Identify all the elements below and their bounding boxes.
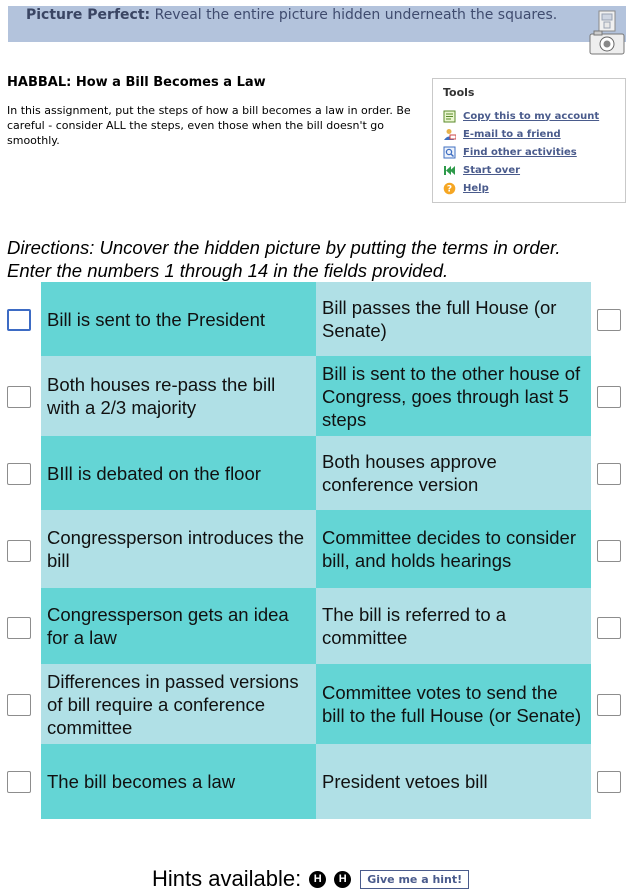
order-input-left-7[interactable] [7, 771, 31, 793]
order-input-right-7[interactable] [597, 771, 621, 793]
term-text: Bill is sent to the other house of Congress, goes through last 5 steps [322, 362, 581, 430]
tools-panel [432, 78, 626, 203]
hint-token-icon: H [309, 871, 326, 888]
rewind-icon [443, 164, 456, 177]
term-cell-right-6 [316, 664, 591, 744]
term-text: Both houses re-pass the bill with a 2/3 majority [47, 374, 276, 418]
directions-line-1: Directions: Uncover the hidden picture by putting the terms in order. [7, 237, 561, 258]
term-text: Committee decides to consider bill, and holds hearings [322, 527, 576, 571]
activity-intro: In this assignment, put the steps of how a bill becomes a law in order. Be careful - consider ALL the steps, even those when the bill doesn't go smoothly. [7, 104, 411, 147]
term-cell-right-5 [316, 588, 591, 664]
term-cell-left-4 [41, 510, 316, 588]
tool-start-over[interactable] [443, 161, 615, 179]
term-text: Bill passes the full House (or Senate) [322, 297, 557, 341]
order-input-right-6[interactable] [597, 694, 621, 716]
find-link[interactable]: Find other activities [463, 146, 577, 158]
activity-title: HABBAL: How a Bill Becomes a Law [7, 75, 266, 90]
tool-find[interactable] [443, 143, 615, 161]
tools-title: Tools [443, 86, 475, 99]
order-input-right-5[interactable] [597, 617, 621, 639]
term-cell-left-6 [41, 664, 316, 744]
find-icon [443, 146, 456, 159]
tool-copy[interactable] [443, 107, 615, 125]
term-text: Differences in passed versions of bill require a conference committee [47, 670, 299, 738]
term-text: Congressperson gets an idea for a law [47, 604, 289, 648]
order-input-left-2[interactable] [7, 386, 31, 408]
svg-text:?: ? [446, 184, 453, 195]
give-hint-button[interactable]: Give me a hint! [360, 870, 469, 889]
term-text: BIll is debated on the floor [47, 462, 261, 484]
order-input-left-5[interactable] [7, 617, 31, 639]
term-text: President vetoes bill [322, 771, 488, 792]
order-input-left-6[interactable] [7, 694, 31, 716]
banner-title-bold: Picture Perfect: [26, 7, 151, 23]
term-cell-right-2 [316, 356, 591, 436]
activity-banner [8, 6, 626, 42]
picture-grid [41, 282, 591, 819]
order-input-right-2[interactable] [597, 386, 621, 408]
order-input-left-1[interactable] [7, 309, 31, 331]
email-person-icon [443, 128, 456, 141]
term-cell-left-1 [41, 282, 316, 356]
term-cell-right-1 [316, 282, 591, 356]
copy-link[interactable]: Copy this to my account [463, 110, 600, 122]
term-text: Both houses approve conference version [322, 451, 497, 495]
directions [7, 236, 627, 282]
hints-label: Hints available: [152, 866, 302, 891]
term-text: Bill is sent to the President [47, 308, 265, 330]
tool-help[interactable] [443, 179, 615, 197]
order-input-left-3[interactable] [7, 463, 31, 485]
term-cell-right-4 [316, 510, 591, 588]
help-icon [443, 182, 456, 195]
term-cell-left-7 [41, 744, 316, 819]
banner-title-text: Reveal the entire picture hidden underneath the squares. [150, 7, 558, 23]
tool-email[interactable] [443, 125, 615, 143]
help-link[interactable]: Help [463, 182, 489, 194]
directions-line-2: Enter the numbers 1 through 14 in the fields provided. [7, 260, 449, 281]
email-link[interactable]: E-mail to a friend [463, 128, 561, 140]
hints-bar [152, 866, 469, 892]
start-over-link[interactable]: Start over [463, 164, 521, 176]
camera-icon [588, 8, 626, 56]
term-cell-left-3 [41, 436, 316, 510]
hint-token-icon: H [334, 871, 351, 888]
order-input-right-3[interactable] [597, 463, 621, 485]
term-cell-right-3 [316, 436, 591, 510]
term-cell-right-7 [316, 744, 591, 819]
term-text: The bill is referred to a committee [322, 604, 507, 648]
order-input-right-1[interactable] [597, 309, 621, 331]
term-text: The bill becomes a law [47, 771, 236, 792]
term-text: Congressperson introduces the bill [47, 527, 305, 571]
order-input-right-4[interactable] [597, 540, 621, 562]
term-text: Committee votes to send the bill to the full House (or Senate) [322, 682, 582, 726]
term-cell-left-5 [41, 588, 316, 664]
order-input-left-4[interactable] [7, 540, 31, 562]
copy-icon [443, 110, 456, 123]
term-cell-left-2 [41, 356, 316, 436]
